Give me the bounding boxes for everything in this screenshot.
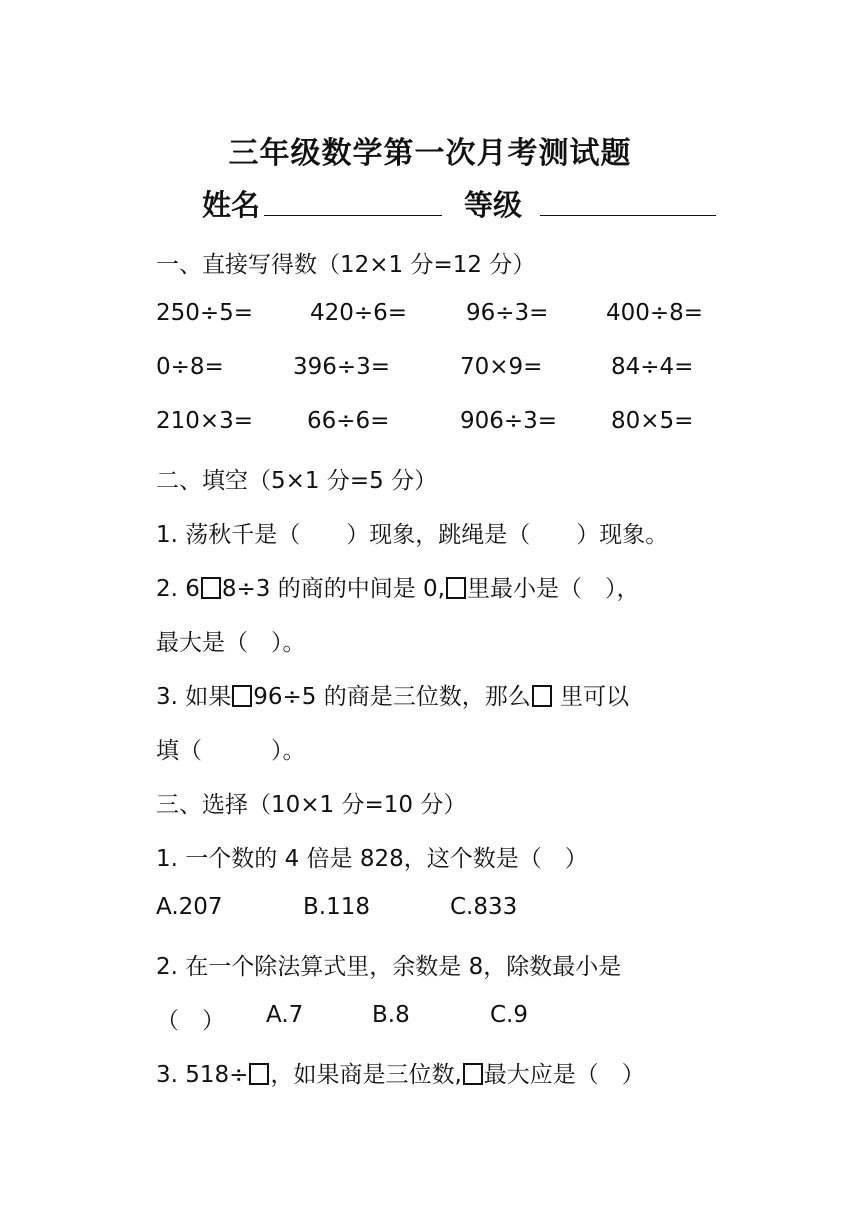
choice-question-2: 2. 在一个除法算式里，余数是 8，除数最小是: [156, 954, 622, 980]
answer-paren: （ ）: [156, 1008, 225, 1034]
choice-question-3: [156, 1056, 645, 1089]
grade-label: 等级: [464, 188, 523, 222]
option-c: C.9: [490, 1002, 529, 1028]
option-a: A.207: [156, 894, 223, 920]
problem: 84÷4=: [611, 354, 694, 380]
answer-box: [232, 685, 252, 707]
answer-box: [532, 685, 552, 707]
problem: 0÷8=: [156, 354, 224, 380]
name-blank: [264, 215, 442, 216]
fill-question-2-line2: 最大是（ ）。: [156, 630, 306, 656]
q3c-text-c: 最大应是（ ）: [483, 1062, 645, 1088]
option-a: A.7: [266, 1002, 304, 1028]
problem: 96÷3=: [466, 300, 549, 326]
option-c: C.833: [450, 894, 518, 920]
fill-question-2: [156, 570, 640, 603]
answer-box: [249, 1063, 269, 1085]
q3c-text-b: ，如果商是三位数,: [270, 1062, 462, 1088]
q2-text-a: 2. 6: [156, 576, 200, 602]
choice-question-1: 1. 一个数的 4 倍是 828，这个数是（ ）: [156, 846, 588, 872]
section2-heading: 二、填空（5×1 分=5 分）: [156, 468, 438, 494]
problem: 250÷5=: [156, 300, 254, 326]
q2-text-b: 8÷3 的商的中间是 0,: [221, 576, 445, 602]
problem: 400÷8=: [606, 300, 704, 326]
problem: 210×3=: [156, 408, 254, 434]
problem: 66÷6=: [307, 408, 390, 434]
grade-blank: [540, 215, 716, 216]
fill-question-3-line2: 填（ ）。: [156, 738, 306, 764]
answer-box: [446, 577, 466, 599]
fill-question-3: [156, 678, 629, 711]
problem: 80×5=: [611, 408, 694, 434]
q3-text-c: 里可以: [552, 684, 630, 710]
name-label: 姓名: [202, 188, 261, 222]
q3-text-b: 96÷5 的商是三位数，那么: [253, 684, 531, 710]
problem: 70×9=: [460, 354, 543, 380]
option-b: B.118: [303, 894, 370, 920]
answer-box: [463, 1063, 483, 1085]
q2-text-c: 里最小是（ ），: [467, 576, 640, 602]
answer-box: [201, 577, 221, 599]
fill-question-1: 1. 荡秋千是（ ）现象，跳绳是（ ）现象。: [156, 522, 669, 548]
section1-heading: 一、直接写得数（12×1 分=12 分）: [156, 252, 536, 278]
q3c-text-a: 3. 518÷: [156, 1062, 249, 1088]
section3-heading: 三、选择（10×1 分=10 分）: [156, 792, 467, 818]
problem: 906÷3=: [460, 408, 558, 434]
problem: 396÷3=: [293, 354, 391, 380]
page-title: 三年级数学第一次月考测试题: [228, 136, 632, 171]
problem: 420÷6=: [310, 300, 408, 326]
option-b: B.8: [372, 1002, 410, 1028]
q3-text-a: 3. 如果: [156, 684, 232, 710]
